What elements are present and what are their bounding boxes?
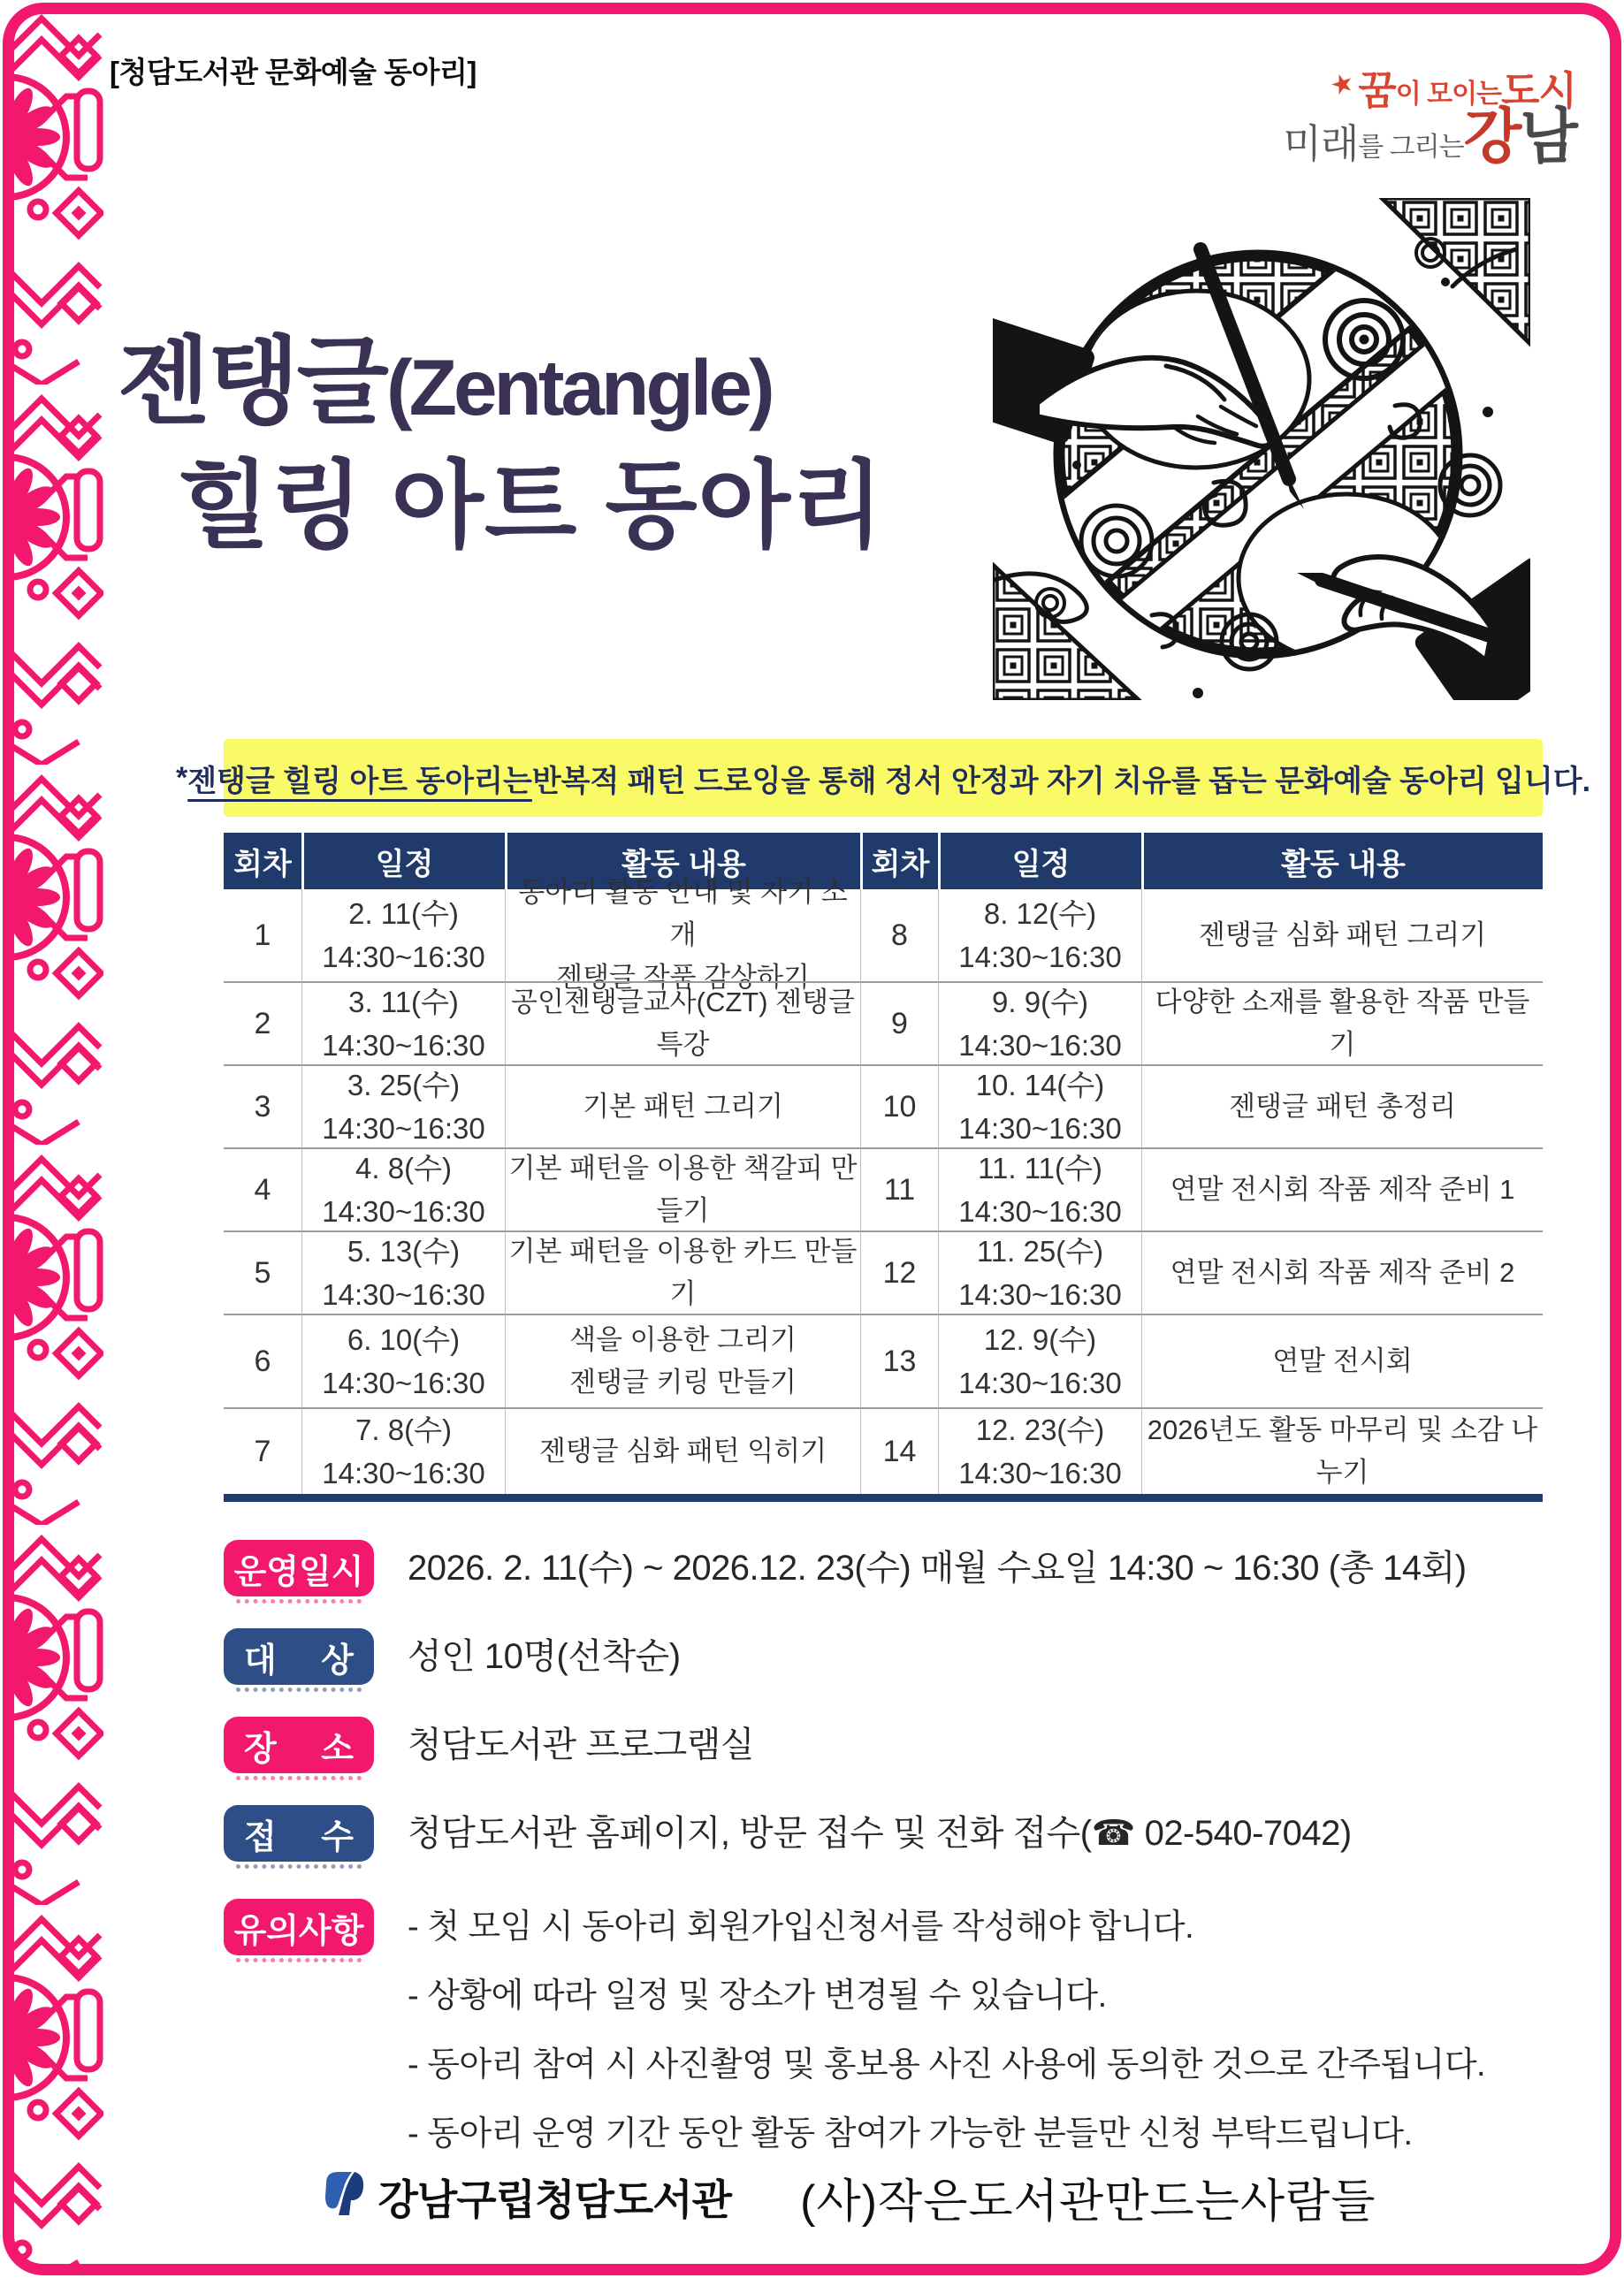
badge-operating-time: 운영일시 [224,1540,374,1596]
intro-underlined: 젠탱글 힐링 아트 동아리는 [187,764,532,798]
session-date: 4. 8(수) 14:30~16:30 [301,1147,505,1230]
logo-word-dream: 꿈 [1358,68,1396,113]
schedule-header-row [224,833,1543,889]
library-logo-icon [323,2169,365,2226]
logo-word-future: 미래 [1283,120,1359,166]
session-activity: 연말 전시회 작품 제작 준비 2 [1141,1230,1543,1314]
session-date: 5. 13(수) 14:30~16:30 [301,1230,505,1314]
logo-word-city: 도시 [1501,68,1576,113]
session-no: 13 [860,1314,938,1407]
badge-notes: 유의사항 [224,1899,374,1955]
session-no: 3 [224,1064,301,1147]
session-no: 10 [860,1064,938,1147]
badge-registration: 접 수 [224,1805,374,1862]
session-date: 9. 9(수) 14:30~16:30 [938,981,1141,1064]
session-no: 1 [254,918,271,952]
organization-name: (사)작은도서관만드는사람들 [800,2176,1376,2228]
session-date: 3. 25(수) 14:30~16:30 [301,1064,505,1147]
session-date: 2. 11(수) 14:30~16:30 [301,889,505,981]
schedule-row [224,1314,1543,1407]
korean-lattice-border [4,4,103,2274]
session-activity: 기본 패턴을 이용한 카드 만들기 [505,1230,860,1314]
note-item: - 동아리 운영 기간 동안 활동 참여가 가능한 분들만 신청 부탁드립니다. [408,2115,1413,2152]
title-line1: 젠탱글(Zentangle) [118,328,772,435]
lattice-pattern-svg [4,4,103,2274]
intro-highlight [175,739,1591,817]
place-text: 청담도서관 프로그램실 [408,1726,755,1764]
col-header-date: 일정 [301,833,505,889]
session-activity: 젠탱글 패턴 총정리 [1141,1064,1543,1147]
session-activity: 색을 이용한 그리기 젠탱글 키링 만들기 [505,1314,860,1407]
col-header-session: 회차 [860,833,938,889]
logo-word-draw: 를 그리는 [1358,132,1464,162]
section-registration [224,1805,1352,1862]
session-no: 8 [860,889,938,981]
session-date: 7. 8(수) 14:30~16:30 [301,1407,505,1494]
star-icon: ★ [1326,66,1359,103]
badge-place: 장 소 [224,1717,374,1773]
section-place [224,1717,754,1773]
library-category-label: [청담도서관 문화예술 동아리] [110,56,477,88]
session-no: 9 [860,981,938,1064]
intro-rest: 반복적 패턴 드로잉을 통해 정서 안정과 자기 치유를 돕는 문화예술 동아리 입니다. [531,764,1591,798]
schedule-row [224,1230,1543,1314]
gangnam-city-logo [1283,66,1576,171]
schedule-table [224,833,1543,1502]
operating-time-text: 2026. 2. 11(수) ~ 2026.12. 23(수) 매월 수요일 14:30 ~ 16:30 (총 14회) [408,1549,1467,1588]
schedule-row [224,981,1543,1064]
session-activity: 연말 전시회 작품 제작 준비 1 [1141,1147,1543,1230]
logo-city-name: 강남 [1463,103,1576,171]
zentangle-hands-illustration [993,198,1530,700]
col-header-activity: 활동 내용 [505,833,860,889]
intro-prefix: * [175,760,188,795]
col-header-session: 회차 [224,833,301,889]
session-no: 4 [224,1147,301,1230]
session-activity: 젠탱글 심화 패턴 익히기 [505,1407,860,1494]
registration-text: 청담도서관 홈페이지, 방문 접수 및 전화 접수(☎ 02-540-7042) [408,1814,1352,1853]
library-name: 강남구립청담도서관 [377,2176,732,2223]
schedule-row [224,1407,1543,1494]
session-activity: 공인젠탱글교사(CZT) 젠탱글 특강 [505,981,860,1064]
session-no: 11 [860,1147,938,1230]
session-no: 12 [860,1230,938,1314]
session-activity: 연말 전시회 [1141,1314,1543,1407]
target-text: 성인 10명(선착순) [408,1637,681,1676]
col-header-activity: 활동 내용 [1141,833,1543,889]
session-activity: 젠탱글 심화 패턴 그리기 [1141,889,1543,981]
schedule-row [224,1064,1543,1147]
session-no: 2 [224,981,301,1064]
section-schedule-info [224,1540,1467,1596]
logo-slogan-line2 [1283,103,1576,171]
session-date: 8. 12(수) 14:30~16:30 [938,889,1141,981]
session-activity: 2026년도 활동 마무리 및 소감 나누기 [1141,1407,1543,1494]
note-item: - 첫 모임 시 동아리 회원가입신청서를 작성해야 합니다. [408,1908,1194,1946]
note-item: - 상황에 따라 일정 및 장소가 변경될 수 있습니다. [408,1977,1107,2015]
session-activity: 기본 패턴 그리기 [505,1064,860,1147]
session-activity: 다양한 소재를 활용한 작품 만들기 [1141,981,1543,1064]
session-date: 12. 9(수) 14:30~16:30 [938,1314,1141,1407]
note-item: - 동아리 참여 시 사진촬영 및 홍보용 사진 사용에 동의한 것으로 간주됩니다. [408,2046,1486,2084]
section-target [224,1628,681,1685]
session-activity: 동아리 활동 안내 및 자기 소개 젠탱글 작품 감상하기 [505,889,860,981]
session-activity: 기본 패턴을 이용한 책갈피 만들기 [505,1147,860,1230]
logo-word-gather: 이 모이는 [1395,80,1502,109]
session-no: 14 [860,1407,938,1494]
session-date: 3. 11(수) 14:30~16:30 [301,981,505,1064]
col-header-date: 일정 [938,833,1141,889]
session-date: 11. 25(수) 14:30~16:30 [938,1230,1141,1314]
title-line2: 힐링 아트 동아리 [178,452,885,560]
badge-target: 대 상 [224,1628,374,1685]
session-date: 11. 11(수) 14:30~16:30 [938,1147,1141,1230]
session-no: 7 [224,1407,301,1494]
page-title [118,320,884,568]
session-date: 6. 10(수) 14:30~16:30 [301,1314,505,1407]
session-no: 5 [224,1230,301,1314]
session-no: 6 [224,1314,301,1407]
notes-list [408,1899,1485,2175]
session-date: 12. 23(수) 14:30~16:30 [938,1407,1141,1494]
session-date: 10. 14(수) 14:30~16:30 [938,1064,1141,1147]
schedule-row [224,1147,1543,1230]
schedule-row [224,876,1543,994]
section-notes [224,1899,1485,2175]
